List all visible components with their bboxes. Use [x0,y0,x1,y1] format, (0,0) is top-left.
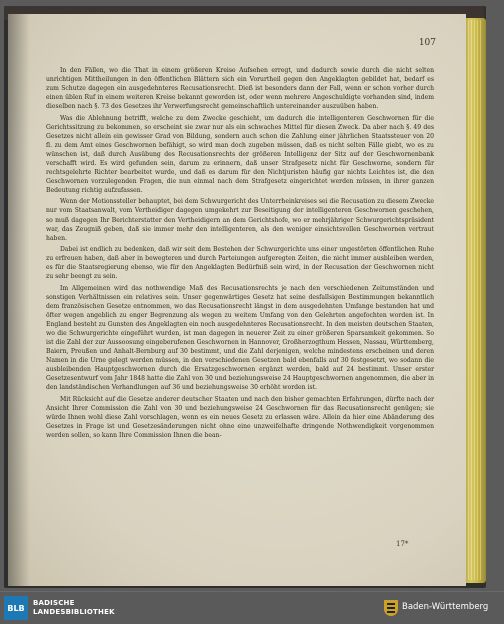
page-number: 107 [418,38,436,48]
printer-signature: 17* [396,540,409,548]
state-name[interactable]: Baden-Württemberg [402,602,489,612]
paragraph-4: Dabei ist endlich zu bedenken, daß wir seit dem Bestehen der Schwurgerichte uns einer ungestörten öffentlichen Ruhe zu erfreuen haben, daß aber in bewegteren und durch Parteiungen aufgeregten Zeiten, die nicht immer ausbleiben werden, es für die Staatsregierung ebenso, wie für den Angeklagten Bedürfniß sein wird, in der Recusation der Geschwornen nicht zu sehr beengt zu sein. [46,246,434,281]
footer-bar [0,591,504,624]
paragraph-5: Im Allgemeinen wird das nothwendige Maß des Recusationsrechts je nach den verschiedenen Zeitumständen und sonstigen Verhältnissen ein relatives sein. Unser gegenwärtiges Gesetz hat seine desfallsigen Bestimmungen bekanntlich dem französischen Gesetze entnommen, wo das Recusationsrecht längst in dem ausgedehnten Umfange bestanden hat und öfter wegen angeblich zu enger Begrenzung als wegen zu weitem Umfang von den Gelehrten angefochten worden ist. In England besteht zu Gunsten des Angeklagten ein noch ausgedehnteres Recusationsrecht. In den meisten deutschen Staaten, wo die Schwurgerichte eingeführt wurden, ist man dagegen in neuerer Zeit zu einer größeren Sparsamkeit gekommen. So ist die Zahl der zur Aussoosung eingeberufenen Geschwornen in Hannover, Großherzogthum Hessen, Nassau, Württemberg, Baiern, Preußen und Anhalt-Bernburg auf 30 bestimmt, und die Zahl derjenigen, welche mindestens erscheinen und deren Namen in die Urne gelegt werden müssen, in den verschiedenen Gesetzen bald ebenfalls auf 30 festgesetzt, wo sodann die ausbleibenden Hauptgeschwornen durch die Ersatzgeschwornen ergänzt werden, bald auf 24 bestimmt. Unser erster Gesetzesentwurf vom Jahr 1848 hatte die Zahl von 30 und beziehungsweise 24 Hauptgeschwornen angenommen, die aber in den landständischen Verhandlungen auf 36 und beziehungsweise 30 erhöht worden ist. [46,284,434,392]
blb-logo-icon[interactable] [4,596,28,620]
blb-logo-text: BLB [7,603,25,613]
paragraph-1: In den Fällen, wo die That in einem größeren Kreise Aufsehen erregt, und dadurch sowie durch die nicht selten unrichtigen Mittheilungen in den öffentlichen Blättern sich ein Vorurtheil gegen den Angeklagten gebildet hat, bedarf es zum Schutze dagegen ein ausgedehnteres Recusationsrecht. Dieß ist besonders dann der Fall, wenn er schon vorher durch einen üblen Ruf in einem weiteren Kreise bekannt geworden ist, oder wenn mehrere Angeschuldigte vorhanden sind, indem dieselben nach §. 73 des Gesetzes ihr Verwerfungsrecht gemeinschaftlich untereinander auszuüben haben. [46,67,434,111]
library-name-line2: LANDESBIBLIOTHEK [33,608,115,616]
library-name-line1: BADISCHE [33,599,75,607]
paragraph-6: Mit Rücksicht auf die Gesetze anderer deutscher Staaten und nach den bisher gemachten Erfahrungen, dürfte nach der Ansicht Ihrer Commission die Zahl von 30 und beziehungsweise 24 Geschwornen für das Recusationsrecht genügen; sie würde Ihnen wohl diese Zahl vorschlagen, wenn es ein neues Gesetz zu erlassen wäre. Allein da hier eine Abänderung des Gesetzes in Frage ist und Gesetzesänderungen nicht ohne eine unzweifelhafte dringende Nothwendigkeit vorgenommen werden sollen, so kann Ihre Commission Ihnen die bean- [46,395,434,439]
baden-wuerttemberg-crest-icon [384,600,398,616]
paragraph-3: Wenn der Motionssteller behauptet, bei dem Schwurgericht des Unterrheinkreises sei die Recusation zu diesem Zwecke nur vom Staatsanwalt, vom Vertheidiger dagegen umgekehrt zur Beseitigung der intelligenteren Geschwornen geschehen, so muß dagegen Ihr Berichterstatter den Vertheidigern an dem Gerichtshofe, wo er mehrjähriger Schwurgerichtspräsident war, das Zeugniß geben, daß sie immer mehr den intelligenteren, als den weniger einsichtsvollen Geschwornen vertraut haben. [46,198,434,242]
library-name[interactable] [33,599,115,617]
paragraph-2: Was die Ablehnung betrifft, welche zu dem Zwecke geschieht, um dadurch die intelligenteren Geschwornen für die Gerichtssitzung zu bekommen, so erscheint sie zwar nur als ein schwaches Mittel für diesen Zweck. Da aber nach §. 49 des Gesetzes nicht allein ein gewisser Grad von Bildung, sondern auch schon die Zahlung einer jährlichen Staatssteuer von 20 fl. zu dem Amt eines Geschwornen befähigt, so wird man doch zugeben müssen, daß es nicht selten Fälle giebt, wo es zu wünschen ist, daß durch Ausübung des Recusationsrechts der größeren Intelligenz der Sitz auf der Geschwornenbank verschafft wird. Es wird gefunden sein, darum zu erinnern, daß unser Strafgesetz nicht für Geschworne, sondern für rechtsgelehrte Richter bearbeitet wurde, und daß es darum für den Nichtjuristen häufig gar nichts Leichtes ist, die den Geschwornen vorzulegenden Fragen, die nun einmal nach dem Strafgesetz eingerichtet werden müssen, in ihrer ganzen Bedeutung richtig aufzufassen. [46,114,434,194]
page-edge-lines [468,20,482,580]
page-text [46,66,434,442]
page-gutter-shadow [8,14,30,586]
